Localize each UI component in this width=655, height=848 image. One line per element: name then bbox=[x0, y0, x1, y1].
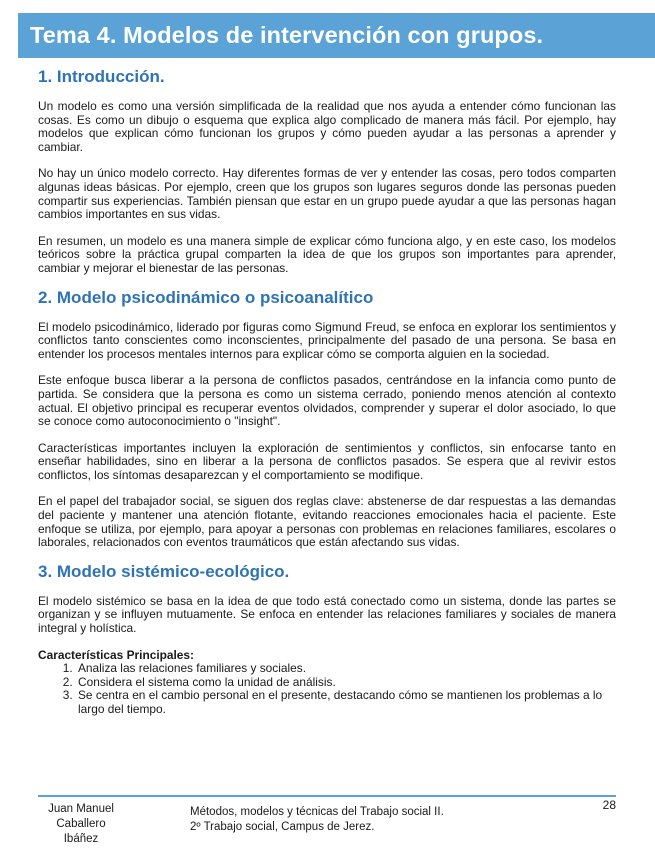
list-item: 3. Se centra en el cambio personal en el presente, destacando cómo se mantienen los problemas a lo largo del tiempo. bbox=[76, 689, 616, 716]
author-line: Juan Manuel bbox=[48, 803, 114, 815]
characteristics-list bbox=[38, 662, 616, 716]
page-number: 28 bbox=[602, 798, 616, 812]
section-heading-psicodinamico: 2. Modelo psicodinámico o psicoanalítico bbox=[38, 287, 374, 307]
author-line: Ibáñez bbox=[63, 833, 99, 845]
footer-course-info bbox=[190, 805, 570, 835]
course-line: Métodos, modelos y técnicas del Trabajo social II. bbox=[190, 806, 444, 818]
paragraph: En resumen, un modelo es una manera simple de explicar cómo funciona algo, y en este caso, los modelos teóricos sobre la práctica grupal comparten la idea de que los grupos son importantes para aprender, cambiar y mejorar el bienestar de las personas. bbox=[38, 233, 616, 275]
author-line: Caballero bbox=[56, 818, 106, 830]
section-heading-introduccion: 1. Introducción. bbox=[38, 67, 165, 86]
paragraph: El modelo psicodinámico, liderado por figuras como Sigmund Freud, se enfoca en explorar los sentimientos y conflictos tanto conscientes como inconscientes, principalmente del pasado de una persona. Se basa en entender los procesos mentales internos para explicar cómo se comporta alguien en la sociedad. bbox=[38, 319, 616, 361]
footer-divider bbox=[38, 795, 616, 797]
title-banner bbox=[18, 13, 655, 58]
paragraph: Características importantes incluyen la exploración de sentimientos y conflictos, sin enfocarse tanto en enseñar habilidades, sino en liberar a la persona de conflictos pasados. Se espera que al revivir estos conflictos, los síntomas desaparezcan y el comportamiento se modifique. bbox=[38, 440, 616, 482]
footer-author bbox=[26, 802, 136, 847]
paragraph: No hay un único modelo correcto. Hay diferentes formas de ver y entender las cosas, pero todos comparten algunas ideas básicas. Por ejemplo, creen que los grupos son lugares seguros donde las personas pueden compartir sus experiencias. También piensan que estar en un grupo puede ayudar a que las personas hagan cambios importantes en sus vidas. bbox=[38, 166, 616, 222]
characteristics-title: Características Principales: bbox=[38, 647, 194, 662]
paragraph: Este enfoque busca liberar a la persona de conflictos pasados, centrándose en la infancia como punto de partida. Se considera que la persona es como un sistema cerrado, poniendo menos atención al contexto actual. El objetivo principal es recuperar eventos olvidados, comprender y superar el dolor asociado, lo que se conoce como autoconocimiento o "insight". bbox=[38, 373, 616, 429]
paragraph: Un modelo es como una versión simplificada de la realidad que nos ayuda a entender cómo funcionan las cosas. Es como un dibujo o esquema que explica algo complicado de manera más fácil. Por ejemplo, hay modelos que explican cómo funcionan los grupos y cómo pueden ayudar a las personas a aprender y cambiar. bbox=[38, 99, 616, 154]
list-item: 1. Analiza las relaciones familiares y sociales. bbox=[76, 662, 616, 676]
document-body bbox=[38, 66, 616, 717]
list-item: 2. Considera el sistema como la unidad de análisis. bbox=[76, 676, 616, 690]
paragraph: El modelo sistémico se basa en la idea de que todo está conectado como un sistema, donde las partes se organizan y se influyen mutuamente. Se enfoca en entender las relaciones familiares y sociales de manera integral y holística. bbox=[38, 593, 616, 636]
paragraph: En el papel del trabajador social, se siguen dos reglas clave: abstenerse de dar respuestas a las demandas del paciente y mantener una atención flotante, evitando reacciones emocionales hacia el paciente. Este enfoque se utiliza, por ejemplo, para apoyar a personas con problemas en relaciones familiares, escolares o laborales, relacionados con eventos traumáticos que están afectando sus vidas. bbox=[38, 494, 616, 550]
course-line: 2º Trabajo social, Campus de Jerez. bbox=[190, 821, 375, 833]
section-heading-sistemico: 3. Modelo sistémico-ecológico. bbox=[38, 561, 290, 581]
page-title: Tema 4. Modelos de intervención con grupos. bbox=[30, 22, 544, 48]
